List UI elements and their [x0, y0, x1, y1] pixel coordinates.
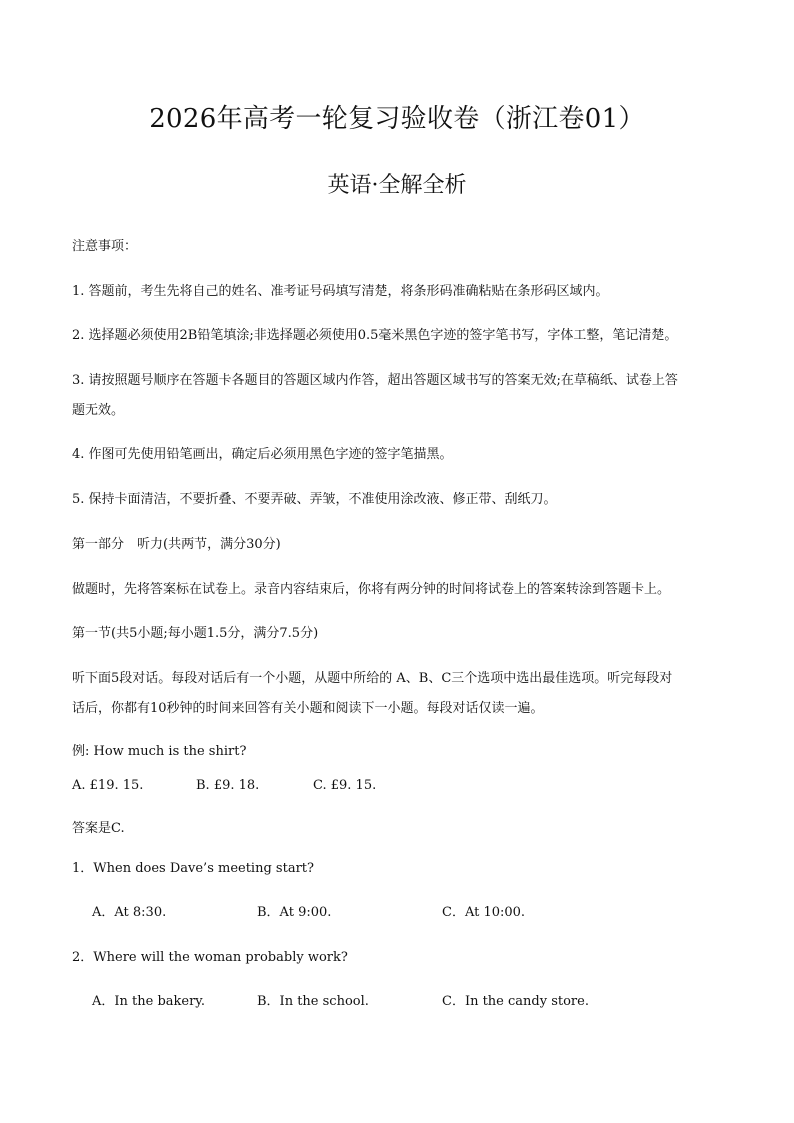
- question-1-option-c: C．At 10:00.: [442, 905, 526, 920]
- note-item-4: 4. 作图可先使用铅笔画出，确定后必须用黑色字迹的签字笔描黑。: [72, 447, 453, 462]
- notes-heading: 注意事项：: [72, 239, 138, 254]
- note-item-5: 5. 保持卡面清洁，不要折叠、不要弄破、弄皱，不准使用涂改液、修正带、刮纸刀。: [72, 492, 557, 507]
- example-answer: 答案是C.: [72, 821, 125, 836]
- part1-instruction: 做题时，先将答案标在试卷上。录音内容结束后，你将有两分钟的时间将试卷上的答案转涂到答题卡上。: [72, 582, 671, 597]
- part1-heading: 第一部分 听力(共两节，满分30分): [72, 537, 281, 552]
- question-1-option-b: B．At 9:00.: [257, 905, 332, 920]
- note-item-1: 1. 答题前，考生先将自己的姓名、准考证号码填写清楚，将条形码准确粘贴在条形码区域内。: [72, 284, 609, 299]
- question-2-option-c: C．In the candy store.: [442, 994, 589, 1009]
- question-1-option-a: A．At 8:30.: [92, 905, 167, 920]
- example-question: 例: How much is the shirt?: [72, 744, 247, 759]
- section1-instruction-line2: 话后，你都有10秒钟的时间来回答有关小题和阅读下一小题。每段对话仅读一遍。: [72, 701, 544, 716]
- example-option-c: C. £9. 15.: [313, 778, 377, 793]
- question-2-option-a: A．In the bakery.: [92, 994, 206, 1009]
- section1-heading: 第一节(共5小题;每小题1.5分，满分7.5分): [72, 626, 319, 641]
- question-2-stem: 2．Where will the woman probably work?: [72, 950, 348, 965]
- question-1-stem: 1．When does Dave’s meeting start?: [72, 861, 314, 876]
- example-option-b: B. £9. 18.: [196, 778, 260, 793]
- page-title: 2026年高考一轮复习验收卷（浙江卷01）: [149, 104, 645, 134]
- note-item-3-cont: 题无效。: [72, 403, 125, 418]
- example-option-a: A. £19. 15.: [72, 778, 144, 793]
- section1-instruction-line1: 听下面5段对话。每段对话后有一个小题，从题中所给的 A、B、C三个选项中选出最佳选项。听完每段对: [72, 671, 673, 686]
- page-subtitle: 英语·全解全析: [327, 173, 467, 198]
- note-item-2: 2. 选择题必须使用2B铅笔填涂;非选择题必须使用0.5毫米黑色字迹的签字笔书写，字体工整，笔记清楚。: [72, 328, 678, 343]
- question-2-option-b: B．In the school.: [257, 994, 369, 1009]
- note-item-3: 3. 请按照题号顺序在答题卡各题目的答题区域内作答，超出答题区域书写的答案无效;在草稿纸、试卷上答: [72, 373, 678, 388]
